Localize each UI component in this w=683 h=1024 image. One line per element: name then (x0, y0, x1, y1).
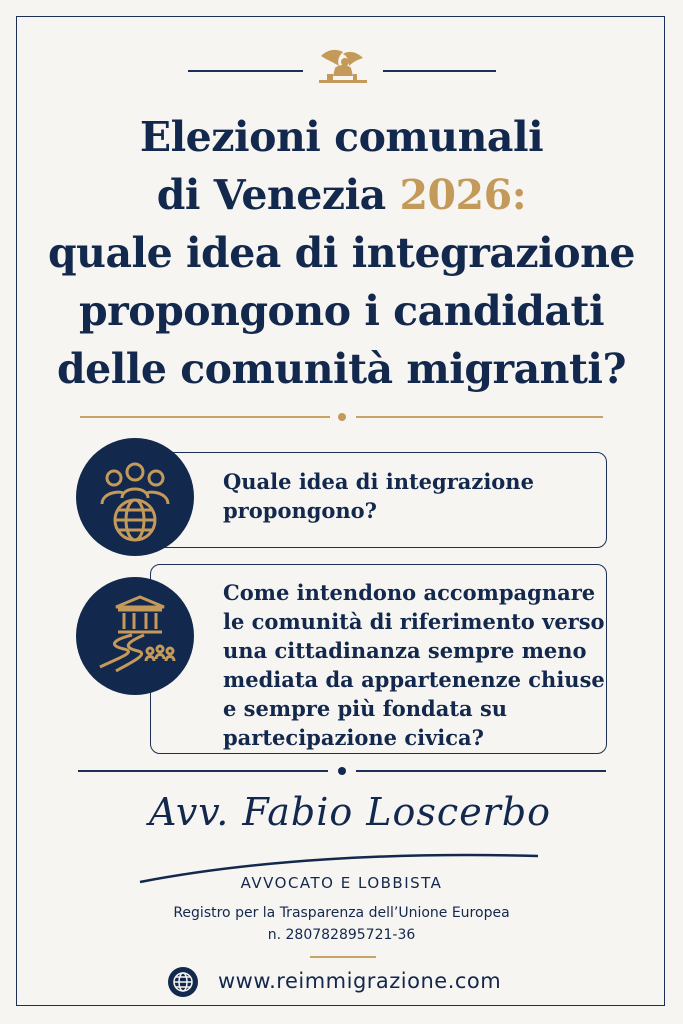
top-rule-right (383, 70, 496, 72)
title-line-3: quale idea di integrazione (47, 229, 635, 277)
question-text-2 (223, 578, 605, 752)
question-2-line: partecipazione civica? (223, 725, 484, 750)
question-icon-2-circle (76, 577, 194, 695)
question-1-line: Quale idea di integrazione (223, 469, 534, 494)
title-line-2 (30, 166, 653, 224)
footer-divider-dot (338, 767, 346, 775)
top-rule-left (188, 70, 303, 72)
role-label: AVVOCATO E LOBBISTA (240, 874, 443, 892)
question-1-line: propongono? (223, 498, 377, 523)
website-link[interactable]: www.reimmigrazione.com (218, 969, 502, 993)
globe-icon-glyph (168, 967, 198, 997)
title-line-5: delle comunità migranti? (56, 345, 627, 393)
question-icon-1-circle (76, 438, 194, 556)
title-line-4: propongono i candidati (78, 287, 605, 335)
footer-divider-left (78, 770, 328, 772)
question-2-line: una cittadinanza sempre meno (223, 638, 587, 663)
footer-divider-right (356, 770, 606, 772)
footer-gold-rule (310, 956, 376, 958)
title-line-1: Elezioni comunali (139, 113, 544, 161)
institution-path-icon (76, 577, 194, 695)
question-2-line: Come intendono accompagnare (223, 580, 596, 605)
question-2-line: le comunità di riferimento verso (223, 609, 605, 634)
globe-icon (168, 967, 198, 997)
registry-line-2: n. 280782895721-36 (267, 927, 416, 943)
signature: Avv. Fabio Loscerbo (148, 790, 552, 834)
registry-line-1: Registro per la Trasparenza dell’Unione Europea (173, 905, 510, 921)
divider-right (356, 416, 603, 418)
question-2-line: e sempre più fondata su (223, 696, 508, 721)
people-globe-icon (76, 438, 194, 556)
divider-dot (338, 413, 346, 421)
page-title (30, 108, 653, 398)
title-year: 2026: (399, 171, 527, 219)
winged-lion-icon (313, 46, 373, 90)
question-text-1 (223, 467, 534, 525)
registry-info (0, 902, 683, 946)
title-line-2-prefix: di Venezia (156, 171, 400, 219)
question-2-line: mediata da appartenenze chiuse (223, 667, 605, 692)
divider-left (80, 416, 330, 418)
